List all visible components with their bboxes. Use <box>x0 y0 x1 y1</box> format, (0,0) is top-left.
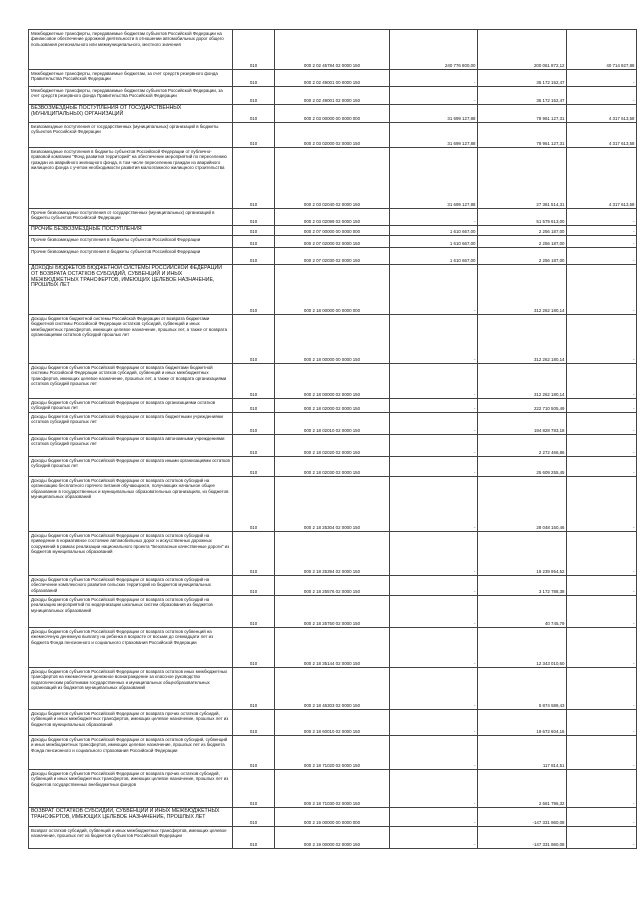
line-code-cell: 010 <box>233 827 275 849</box>
executed-amount-cell: 35 172 152,47 <box>478 70 567 87</box>
approved-amount-cell: - <box>390 399 478 413</box>
executed-amount-cell: 117 814,51 <box>478 736 567 770</box>
approved-amount-cell: - <box>390 435 478 457</box>
line-code-cell: 010 <box>233 532 275 576</box>
unexecuted-amount-cell: 40 714 927,88 <box>567 30 637 70</box>
unexecuted-amount-cell: - <box>567 668 637 710</box>
income-code-cell: 000 2 18 00000 00 0000 150 <box>275 315 390 364</box>
executed-amount-cell: 2 256 187,00 <box>478 226 567 236</box>
line-code-cell: 010 <box>233 576 275 596</box>
line-code-cell: 010 <box>233 87 275 105</box>
name-cell: Доходы бюджетов субъектов Российской Федерации от возврата остатков субсидий на организацию бесплатного горячего питания обучающихся, получающих начальное общее образование в государственных и муниципальных образовательных организациях, из бюджетов муниципальных образований <box>29 477 233 532</box>
unexecuted-amount-cell: - <box>567 209 637 226</box>
line-code-cell: 010 <box>233 226 275 236</box>
executed-amount-cell: 2 272 466,86 <box>478 435 567 457</box>
unexecuted-amount-cell: - <box>567 315 637 364</box>
unexecuted-amount-cell: 4 317 613,58 <box>567 105 637 123</box>
unexecuted-amount-cell: - <box>567 596 637 628</box>
executed-amount-cell: 222 710 505,49 <box>478 399 567 413</box>
line-code-cell: 010 <box>233 148 275 209</box>
table-row <box>29 576 637 596</box>
unexecuted-amount-cell: - <box>567 770 637 808</box>
unexecuted-amount-cell: - <box>567 736 637 770</box>
table-row <box>29 399 637 413</box>
name-cell: Доходы бюджетов субъектов Российской Федерации от возврата автономными учреждениями остатков субсидий прошлых лет <box>29 435 233 457</box>
line-code-cell: 010 <box>233 770 275 808</box>
name-cell: Доходы бюджетов субъектов Российской Федерации от возврата бюджетами бюджетной системы Российской Федерации остатков субсидий, субвенций и иных межбюджетных трансфертов, имеющих целевое назначение, прошлых лет, а также от возврата организациями остатков субсидий прошлых лет <box>29 364 233 399</box>
table-row <box>29 226 637 236</box>
approved-amount-cell: - <box>390 209 478 226</box>
table-row <box>29 148 637 209</box>
unexecuted-amount-cell: - <box>567 435 637 457</box>
approved-amount-cell: - <box>390 477 478 532</box>
approved-amount-cell: - <box>390 628 478 668</box>
unexecuted-amount-cell: 4 317 613,58 <box>567 148 637 209</box>
approved-amount-cell: 31 699 127,88 <box>390 105 478 123</box>
income-code-cell: 000 2 03 02000 02 0000 150 <box>275 123 390 148</box>
executed-amount-cell: 2 256 187,00 <box>478 248 567 265</box>
income-code-cell: 000 2 18 00000 02 0000 150 <box>275 364 390 399</box>
line-code-cell: 010 <box>233 477 275 532</box>
executed-amount-cell: 27 381 514,31 <box>478 148 567 209</box>
table-row <box>29 710 637 736</box>
income-code-cell: 000 2 18 25576 02 0000 150 <box>275 576 390 596</box>
line-code-cell: 010 <box>233 710 275 736</box>
unexecuted-amount-cell: - <box>567 457 637 477</box>
approved-amount-cell: - <box>390 668 478 710</box>
table-row <box>29 668 637 710</box>
unexecuted-amount-cell: - <box>567 827 637 849</box>
line-code-cell: 010 <box>233 668 275 710</box>
executed-amount-cell: 2 256 187,00 <box>478 236 567 248</box>
income-code-cell: 000 2 19 00000 02 0000 150 <box>275 827 390 849</box>
executed-amount-cell: 78 961 127,31 <box>478 105 567 123</box>
unexecuted-amount-cell: - <box>567 70 637 87</box>
name-cell: Межбюджетные трансферты, передаваемые бюджетам субъектов Российской Федерации, за счет средств резервного фонда Правительства Российской Федерации <box>29 87 233 105</box>
name-cell: Безвозмездные поступления от государственных (муниципальных) организаций в бюджеты субъектов Российской Федерации <box>29 123 233 148</box>
approved-amount-cell: 31 699 127,88 <box>390 148 478 209</box>
executed-amount-cell: 194 828 783,18 <box>478 413 567 435</box>
unexecuted-amount-cell: - <box>567 576 637 596</box>
line-code-cell: 010 <box>233 105 275 123</box>
line-code-cell: 010 <box>233 457 275 477</box>
income-code-cell: 000 2 18 02000 02 0000 150 <box>275 399 390 413</box>
income-code-cell: 000 2 07 02000 02 0000 150 <box>275 236 390 248</box>
line-code-cell: 010 <box>233 413 275 435</box>
approved-amount-cell: 240 776 800,00 <box>390 30 478 70</box>
approved-amount-cell: - <box>390 457 478 477</box>
income-code-cell: 000 2 18 45303 02 0000 150 <box>275 668 390 710</box>
table-row <box>29 315 637 364</box>
executed-amount-cell: 19 672 604,16 <box>478 710 567 736</box>
line-code-cell: 010 <box>233 265 275 315</box>
table-row <box>29 457 637 477</box>
approved-amount-cell: - <box>390 315 478 364</box>
executed-amount-cell: 40 745,79 <box>478 596 567 628</box>
line-code-cell: 010 <box>233 248 275 265</box>
executed-amount-cell: 2 661 796,32 <box>478 770 567 808</box>
unexecuted-amount-cell: - <box>567 710 637 736</box>
line-code-cell: 010 <box>233 628 275 668</box>
table-row <box>29 477 637 532</box>
executed-amount-cell: 3 172 788,38 <box>478 576 567 596</box>
table-row <box>29 236 637 248</box>
line-code-cell: 010 <box>233 236 275 248</box>
income-code-cell: 000 2 07 02030 02 0000 150 <box>275 248 390 265</box>
name-cell: Межбюджетные трансферты, передаваемые бюджетам, за счет средств резервного фонда Правительства Российской Федерации <box>29 70 233 87</box>
line-code-cell: 010 <box>233 209 275 226</box>
approved-amount-cell: - <box>390 413 478 435</box>
unexecuted-amount-cell: 4 317 613,58 <box>567 123 637 148</box>
income-code-cell: 000 2 18 35144 02 0000 150 <box>275 628 390 668</box>
executed-amount-cell: 200 061 872,12 <box>478 30 567 70</box>
income-code-cell: 000 2 19 00000 00 0000 000 <box>275 808 390 827</box>
unexecuted-amount-cell: - <box>567 532 637 576</box>
income-code-cell: 000 2 18 71030 02 0000 150 <box>275 770 390 808</box>
table-row <box>29 827 637 849</box>
approved-amount-cell: - <box>390 576 478 596</box>
income-code-cell: 000 2 18 25394 02 0000 150 <box>275 532 390 576</box>
name-cell: Доходы бюджетов субъектов Российской Федерации от возврата остатков субсидий на обеспечение комплексного развития сельских территорий из бюджетов муниципальных образований <box>29 576 233 596</box>
approved-amount-cell: - <box>390 265 478 315</box>
name-cell: Межбюджетные трансферты, передаваемые бюджетам субъектов Российской Федерации на финансовое обеспечение дорожной деятельности в отношении автомобильных дорог общего пользования регионального или межмуниципального, местного значения <box>29 30 233 70</box>
name-cell: Доходы бюджетов субъектов Российской Федерации от возврата остатков субсидий на приведение в нормативное состояние автомобильных дорог и искусственных дорожных сооружений в рамках реализации национального проекта "Безопасные качественные дороги" из бюджетов муниципальных образований <box>29 532 233 576</box>
name-cell: Доходы бюджетов субъектов Российской Федерации от возврата бюджетными учреждениями остатков субсидий прошлых лет <box>29 413 233 435</box>
table-row <box>29 123 637 148</box>
line-code-cell: 010 <box>233 123 275 148</box>
approved-amount-cell: - <box>390 710 478 736</box>
income-code-cell: 000 2 18 02020 02 0000 150 <box>275 435 390 457</box>
approved-amount-cell: 1 610 667,00 <box>390 226 478 236</box>
executed-amount-cell: 35 172 152,47 <box>478 87 567 105</box>
table-row <box>29 209 637 226</box>
income-code-cell: 000 2 02 49001 02 0000 150 <box>275 87 390 105</box>
unexecuted-amount-cell: - <box>567 477 637 532</box>
unexecuted-amount-cell: - <box>567 364 637 399</box>
executed-amount-cell: 78 961 127,31 <box>478 123 567 148</box>
income-code-cell: 000 2 02 49001 00 0000 150 <box>275 70 390 87</box>
approved-amount-cell: - <box>390 736 478 770</box>
table-row <box>29 30 637 70</box>
line-code-cell: 010 <box>233 70 275 87</box>
unexecuted-amount-cell: - <box>567 226 637 236</box>
approved-amount-cell: - <box>390 808 478 827</box>
table-body <box>29 30 637 849</box>
income-code-cell: 000 2 18 00000 00 0000 000 <box>275 265 390 315</box>
name-cell: ПРОЧИЕ БЕЗВОЗМЕЗДНЫЕ ПОСТУПЛЕНИЯ <box>29 226 233 236</box>
name-cell: ДОХОДЫ БЮДЖЕТОВ БЮДЖЕТНОЙ СИСТЕМЫ РОССИЙСКОЙ ФЕДЕРАЦИИ ОТ ВОЗВРАТА ОСТАТКОВ СУБСИДИЙ, СУБВЕНЦИЙ И ИНЫХ МЕЖБЮДЖЕТНЫХ ТРАНСФЕРТОВ, ИМЕЮЩИХ ЦЕЛЕВОЕ НАЗНАЧЕНИЕ, ПРОШЛЫХ ЛЕТ <box>29 265 233 315</box>
name-cell: Доходы бюджетов субъектов Российской Федерации от возврата остатков субвенций на ежемесячную денежную выплату на ребенка в возрасте от восьми до семнадцати лет из бюджета Фонда пенсионного и социального страхования Российской Федерации <box>29 628 233 668</box>
line-code-cell: 010 <box>233 364 275 399</box>
unexecuted-amount-cell: - <box>567 628 637 668</box>
executed-amount-cell: 5 874 589,43 <box>478 668 567 710</box>
income-code-cell: 000 2 03 02099 02 0000 150 <box>275 209 390 226</box>
income-code-cell: 000 2 02 45784 02 0000 150 <box>275 30 390 70</box>
unexecuted-amount-cell: - <box>567 808 637 827</box>
executed-amount-cell: 28 048 150,46 <box>478 477 567 532</box>
executed-amount-cell: 312 262 180,14 <box>478 364 567 399</box>
table-row <box>29 596 637 628</box>
approved-amount-cell: 1 610 667,00 <box>390 248 478 265</box>
name-cell: Доходы бюджетов субъектов Российской Федерации от возврата прочих остатков субсидий, субвенций и иных межбюджетных трансфертов, имеющих целевое назначение, прошлых лет из бюджетов государственных внебюджетных фондов <box>29 770 233 808</box>
approved-amount-cell: - <box>390 364 478 399</box>
income-code-cell: 000 2 07 00000 00 0000 000 <box>275 226 390 236</box>
name-cell: Безвозмездные поступления в бюджеты субъектов Российской Федерации от публично-правовой компании "Фонд развития территорий" на обеспечение мероприятий по переселению граждан из аварийного жилищного фонда, в том числе переселению граждан из аварийного жилищного фонда с учетом необходимости развития малоэтажного жилищного строительства <box>29 148 233 209</box>
table-row <box>29 435 637 457</box>
table-row <box>29 87 637 105</box>
line-code-cell: 010 <box>233 315 275 364</box>
income-code-cell: 000 2 18 71020 02 0000 150 <box>275 736 390 770</box>
table-row <box>29 736 637 770</box>
unexecuted-amount-cell: - <box>567 265 637 315</box>
income-code-cell: 000 2 03 00000 00 0000 000 <box>275 105 390 123</box>
approved-amount-cell: - <box>390 596 478 628</box>
table-row <box>29 532 637 576</box>
name-cell: Доходы бюджетов субъектов Российской Федерации от возврата остатков субсидий на реализацию мероприятий по модернизации школьных систем образования из бюджетов муниципальных образований <box>29 596 233 628</box>
executed-amount-cell: 51 579 613,00 <box>478 209 567 226</box>
unexecuted-amount-cell: - <box>567 236 637 248</box>
name-cell: Доходы бюджетов бюджетной системы Российской Федерации от возврата бюджетами бюджетной системы Российской Федерации остатков субсидий, субвенций и иных межбюджетных трансфертов, имеющих целевое назначение, прошлых лет, а также от возврата организациями остатков субсидий прошлых лет <box>29 315 233 364</box>
table-row <box>29 808 637 827</box>
budget-report-table <box>28 29 637 849</box>
income-code-cell: 000 2 03 02040 02 0000 150 <box>275 148 390 209</box>
name-cell: Доходы бюджетов субъектов Российской Федерации от возврата иными организациями остатков субсидий прошлых лет <box>29 457 233 477</box>
line-code-cell: 010 <box>233 596 275 628</box>
executed-amount-cell: 312 262 180,14 <box>478 265 567 315</box>
line-code-cell: 010 <box>233 435 275 457</box>
executed-amount-cell: 12 343 010,60 <box>478 628 567 668</box>
table-row <box>29 265 637 315</box>
approved-amount-cell: - <box>390 770 478 808</box>
name-cell: Прочие безвозмездные поступления от государственных (муниципальных) организаций в бюджеты субъектов Российской Федерации <box>29 209 233 226</box>
table-row <box>29 364 637 399</box>
approved-amount-cell: 31 699 127,88 <box>390 123 478 148</box>
name-cell: Прочие безвозмездные поступления в бюджеты субъектов Российской Федерации <box>29 248 233 265</box>
unexecuted-amount-cell: - <box>567 413 637 435</box>
executed-amount-cell: 312 262 180,14 <box>478 315 567 364</box>
line-code-cell: 010 <box>233 30 275 70</box>
approved-amount-cell: - <box>390 87 478 105</box>
line-code-cell: 010 <box>233 399 275 413</box>
executed-amount-cell: 18 239 954,52 <box>478 532 567 576</box>
approved-amount-cell: - <box>390 532 478 576</box>
income-code-cell: 000 2 18 02010 02 0000 150 <box>275 413 390 435</box>
table-row <box>29 248 637 265</box>
income-code-cell: 000 2 18 02030 02 0000 150 <box>275 457 390 477</box>
name-cell: Доходы бюджетов субъектов Российской Федерации от возврата организациями остатков субсидий прошлых лет <box>29 399 233 413</box>
table-row <box>29 105 637 123</box>
name-cell: Доходы бюджетов субъектов Российской Федерации от возврата остатков иных межбюджетных трансфертов на ежемесячное денежное вознаграждение за классное руководство педагогическим работникам государственных и муниципальных общеобразовательных организаций из бюджетов муниципальных образований <box>29 668 233 710</box>
income-code-cell: 000 2 18 60010 02 0000 150 <box>275 710 390 736</box>
name-cell: ВОЗВРАТ ОСТАТКОВ СУБСИДИЙ, СУБВЕНЦИЙ И ИНЫХ МЕЖБЮДЖЕТНЫХ ТРАНСФЕРТОВ, ИМЕЮЩИХ ЦЕЛЕВОЕ НАЗНАЧЕНИЕ, ПРОШЛЫХ ЛЕТ <box>29 808 233 827</box>
table-row <box>29 413 637 435</box>
unexecuted-amount-cell: - <box>567 87 637 105</box>
income-code-cell: 000 2 18 25750 02 0000 150 <box>275 596 390 628</box>
approved-amount-cell: - <box>390 70 478 87</box>
name-cell: Доходы бюджетов субъектов Российской Федерации от возврата остатков субсидий, субвенций и иных межбюджетных трансфертов, имеющих целевое назначение, прошлых лет из бюджета Фонда пенсионного и социального страхования Российской Федерации <box>29 736 233 770</box>
name-cell: Прочие безвозмездные поступления в бюджеты субъектов Российской Федерации <box>29 236 233 248</box>
table-row <box>29 628 637 668</box>
name-cell: БЕЗВОЗМЕЗДНЫЕ ПОСТУПЛЕНИЯ ОТ ГОСУДАРСТВЕННЫХ (МУНИЦИПАЛЬНЫХ) ОРГАНИЗАЦИЙ <box>29 105 233 123</box>
unexecuted-amount-cell: - <box>567 399 637 413</box>
approved-amount-cell: 1 610 667,00 <box>390 236 478 248</box>
table-row <box>29 770 637 808</box>
name-cell: Доходы бюджетов субъектов Российской Федерации от возврата прочих остатков субсидий, субвенций и иных межбюджетных трансфертов, имеющих целевое назначение, прошлых лет из бюджетов муниципальных образований <box>29 710 233 736</box>
executed-amount-cell: -147 331 860,08 <box>478 827 567 849</box>
table-row <box>29 70 637 87</box>
executed-amount-cell: -147 331 860,08 <box>478 808 567 827</box>
unexecuted-amount-cell: - <box>567 248 637 265</box>
line-code-cell: 010 <box>233 736 275 770</box>
line-code-cell: 010 <box>233 808 275 827</box>
name-cell: Возврат остатков субсидий, субвенций и иных межбюджетных трансфертов, имеющих целевое назначение, прошлых лет из бюджетов субъектов Российской Федерации <box>29 827 233 849</box>
income-code-cell: 000 2 18 25304 02 0000 150 <box>275 477 390 532</box>
approved-amount-cell: - <box>390 827 478 849</box>
executed-amount-cell: 25 609 255,45 <box>478 457 567 477</box>
